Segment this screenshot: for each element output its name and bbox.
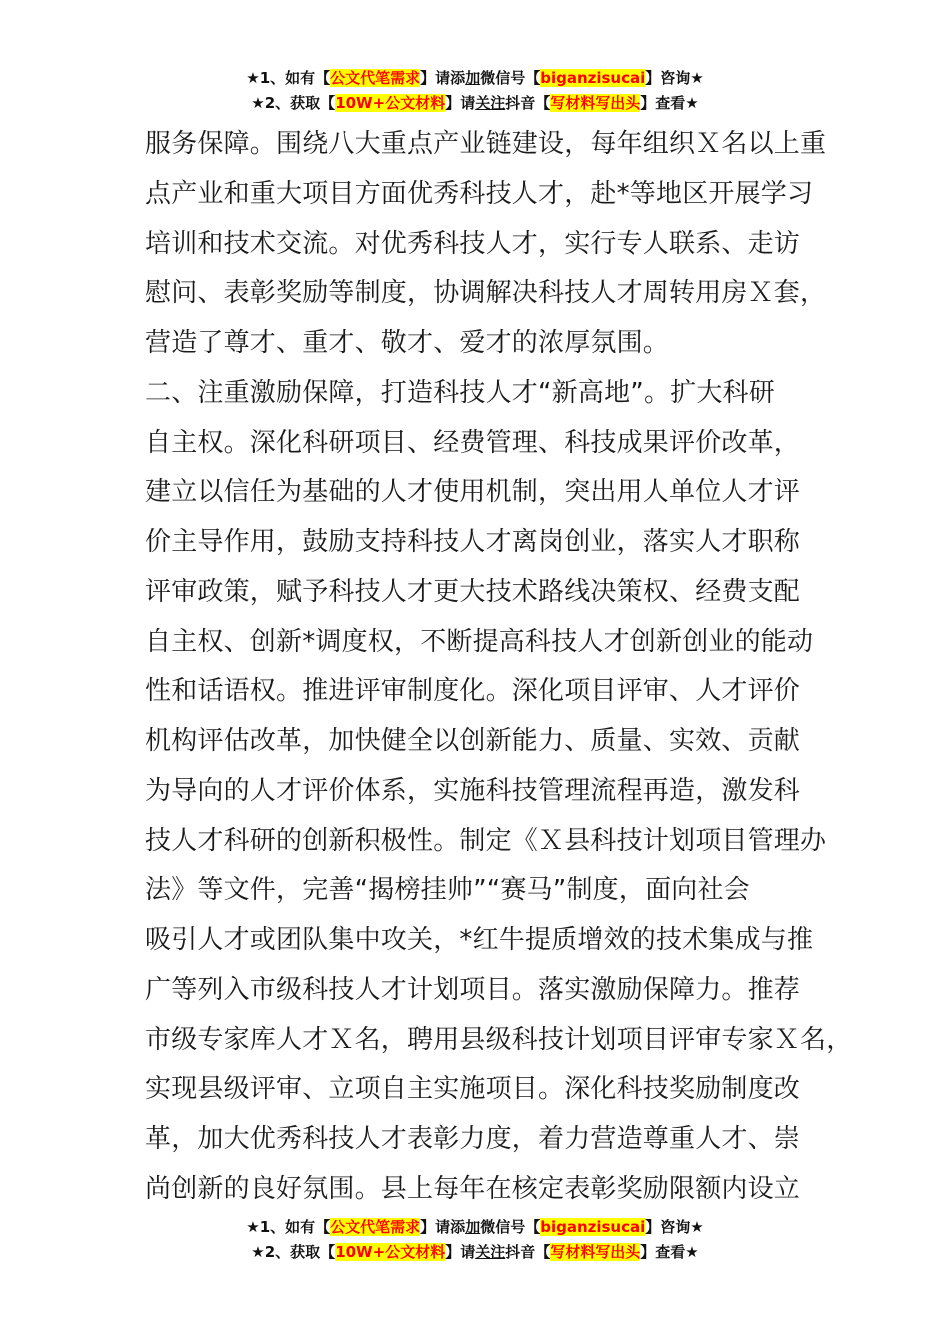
body-line: 性和话语权。推进评审制度化。深化项目评审、人才评价 [145, 676, 801, 707]
banner-text: 】查看★ [640, 94, 699, 112]
banner-line-1 [0, 1215, 950, 1240]
banner-text: 微信号【 [480, 1218, 541, 1236]
banner-emphasis: 关注 [475, 1243, 506, 1261]
body-line: 自主权、创新*调度权，不断提高科技人才创新创业的能动 [145, 626, 814, 657]
body-line: 自主权。深化科研项目、经费管理、科技成果评价改革， [145, 427, 801, 458]
banner-highlight-materials: 10W+公文材料 [335, 94, 446, 112]
body-line: 尚创新的良好氛围。县上每年在核定表彰奖励限额内设立 [145, 1173, 801, 1204]
body-line: 培训和技术交流。对优秀科技人才，实行专人联系、走访 [145, 228, 801, 259]
body-line: 革，加大优秀科技人才表彰力度，着力营造尊重人才、崇 [145, 1124, 801, 1154]
banner-text: 抖音【 [505, 1243, 551, 1261]
banner-highlight-materials: 10W+公文材料 [335, 1243, 446, 1261]
body-line: 实现县级评审、立项自主实施项目。深化科技奖励制度改 [145, 1074, 801, 1105]
banner-text: ★2、获取【 [251, 1243, 336, 1261]
body-line: 市级专家库人才Ｘ名，聘用县级科技计划项目评审专家Ｘ名， [145, 1024, 853, 1055]
banner-highlight-douyin: 写材料写出头 [550, 94, 641, 112]
banner-emphasis: 加 [465, 69, 481, 87]
body-line: 点产业和重大项目方面优秀科技人才，赴*等地区开展学习 [145, 178, 814, 209]
banner-text: 】咨询★ [645, 69, 704, 87]
banner-line-2 [0, 91, 950, 116]
banner-highlight-wechat-id: biganzisucai [540, 1218, 646, 1236]
banner-emphasis: 关注 [475, 94, 506, 112]
body-line: 为导向的人才评价体系，实施科技管理流程再造，激发科 [145, 775, 801, 806]
body-line: 法》等文件，完善“揭榜挂帅”“赛马”制度，面向社会 [145, 875, 750, 906]
body-line: 技人才科研的创新积极性。制定《Ｘ县科技计划项目管理办 [145, 825, 827, 856]
banner-text: 】请 [445, 94, 476, 112]
banner-line-1 [0, 66, 950, 91]
banner-text: 】请添 [420, 1218, 466, 1236]
banner-text: ★2、获取【 [251, 94, 336, 112]
banner-text: 微信号【 [480, 69, 541, 87]
body-line: 营造了尊才、重才、敬才、爱才的浓厚氛围。 [145, 328, 670, 358]
banner-highlight-wechat-id: biganzisucai [540, 69, 646, 87]
body-line: 广等列入市级科技人才计划项目。落实激励保障力。推荐 [145, 974, 801, 1005]
body-line: 慰问、表彰奖励等制度，协调解决科技人才周转用房Ｘ套， [145, 278, 827, 309]
body-line: 服务保障。围绕八大重点产业链建设，每年组织Ｘ名以上重 [145, 129, 827, 159]
banner-text: ★1、如有【 [246, 69, 331, 87]
section-heading-line: 二、注重激励保障，打造科技人才“新高地”。扩大科研 [145, 377, 775, 408]
document-body [145, 120, 853, 1215]
banner-highlight-douyin: 写材料写出头 [550, 1243, 641, 1261]
banner-text: 】请 [445, 1243, 476, 1261]
body-line: 吸引人才或团队集中攻关，*红牛提质增效的技术集成与推 [145, 925, 814, 955]
body-line: 建立以信任为基础的人才使用机制，突出用人单位人才评 [145, 477, 801, 508]
banner-emphasis: 加 [465, 1218, 481, 1236]
banner-text: 】请添 [420, 69, 466, 87]
footer-banner [0, 1215, 950, 1265]
banner-text: 】咨询★ [645, 1218, 704, 1236]
body-line: 价主导作用，鼓励支持科技人才离岗创业，落实人才职称 [145, 527, 801, 557]
body-line: 机构评估改革，加快健全以创新能力、质量、实效、贡献 [145, 726, 801, 756]
banner-text: 抖音【 [505, 94, 551, 112]
banner-text: ★1、如有【 [246, 1218, 331, 1236]
banner-highlight-service: 公文代笔需求 [330, 69, 421, 87]
header-banner [0, 66, 950, 116]
banner-line-2 [0, 1240, 950, 1265]
banner-highlight-service: 公文代笔需求 [330, 1218, 421, 1236]
body-line: 评审政策，赋予科技人才更大技术路线决策权、经费支配 [145, 576, 801, 607]
banner-text: 】查看★ [640, 1243, 699, 1261]
